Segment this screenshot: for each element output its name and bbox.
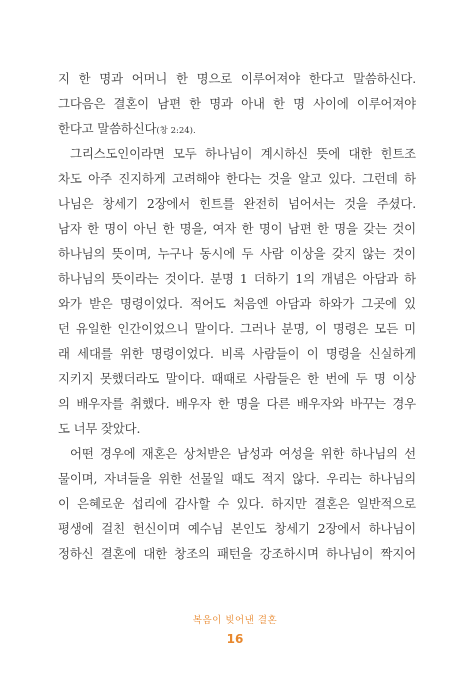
text-line: 지키지 못했더라도 말이다. 때때로 사람들은 한 번에 두 명 이상 [58,371,416,386]
text-line [58,116,416,141]
scripture-reference: (창 2:24). [156,126,196,136]
text-line: 하나님의 뜻이라는 것이다. 분명 1 더하기 1의 개념은 아담과 하 [58,271,416,286]
text-line: 이 은혜로운 섭리에 감사할 수 있다. 하지만 결혼은 일반적으로 [58,496,416,511]
text-line: 의 배우자를 취했다. 배우자 한 명을 다른 배우자와 바꾸는 경우 [58,396,416,411]
text-line: 그다음은 결혼이 남편 한 명과 아내 한 명 사이에 이루어져야 [58,96,416,111]
text-line: 남자 한 명이 아닌 한 명을, 여자 한 명이 남편 한 명을 갖는 것이 [58,221,416,236]
text-line: 래 세대를 위한 명령이었다. 비록 사람들이 이 명령을 신실하게 [58,346,416,361]
footer-book-title: 복음이 빚어낸 결혼 [192,615,278,626]
page-number: 16 [226,632,244,646]
paragraph-start-line: 그리스도인이라면 모두 하나님이 계시하신 뜻에 대한 힌트조 [70,146,416,161]
text-line: 차도 아주 진지하게 고려해야 한다는 것을 알고 있다. 그런데 하 [58,171,416,186]
body-text [58,66,416,566]
text-line-content: 한다고 말씀하신다 [58,121,157,136]
text-line: 지 한 명과 어머니 한 명으로 이루어져야 한다고 말씀하신다. [58,71,416,86]
text-line: 하나님의 뜻이며, 누구나 동시에 두 사람 이상을 갖지 않는 것이 [58,246,416,261]
text-line: 와가 받은 명령이었다. 적어도 처음엔 아담과 하와가 그곳에 있 [58,296,416,311]
text-line: 물이며, 자녀들을 위한 선물일 때도 적지 않다. 우리는 하나님의 [58,471,416,486]
text-line: 도 너무 잦았다. [58,421,141,436]
paragraph-start-line: 어떤 경우에 재혼은 상처받은 남성과 여성을 위한 하나님의 선 [70,446,416,461]
text-line: 정하신 결혼에 대한 창조의 패턴을 강조하시며 하나님이 짝지어 [58,546,416,561]
text-line: 던 유일한 인간이었으니 말이다. 그러나 분명, 이 명령은 모든 미 [58,321,416,336]
text-line: 평생에 걸친 헌신이며 예수님 본인도 창세기 2장에서 하나님이 [58,521,416,536]
text-line: 나님은 창세기 2장에서 힌트를 완전히 넘어서는 것을 주셨다. [58,196,416,211]
